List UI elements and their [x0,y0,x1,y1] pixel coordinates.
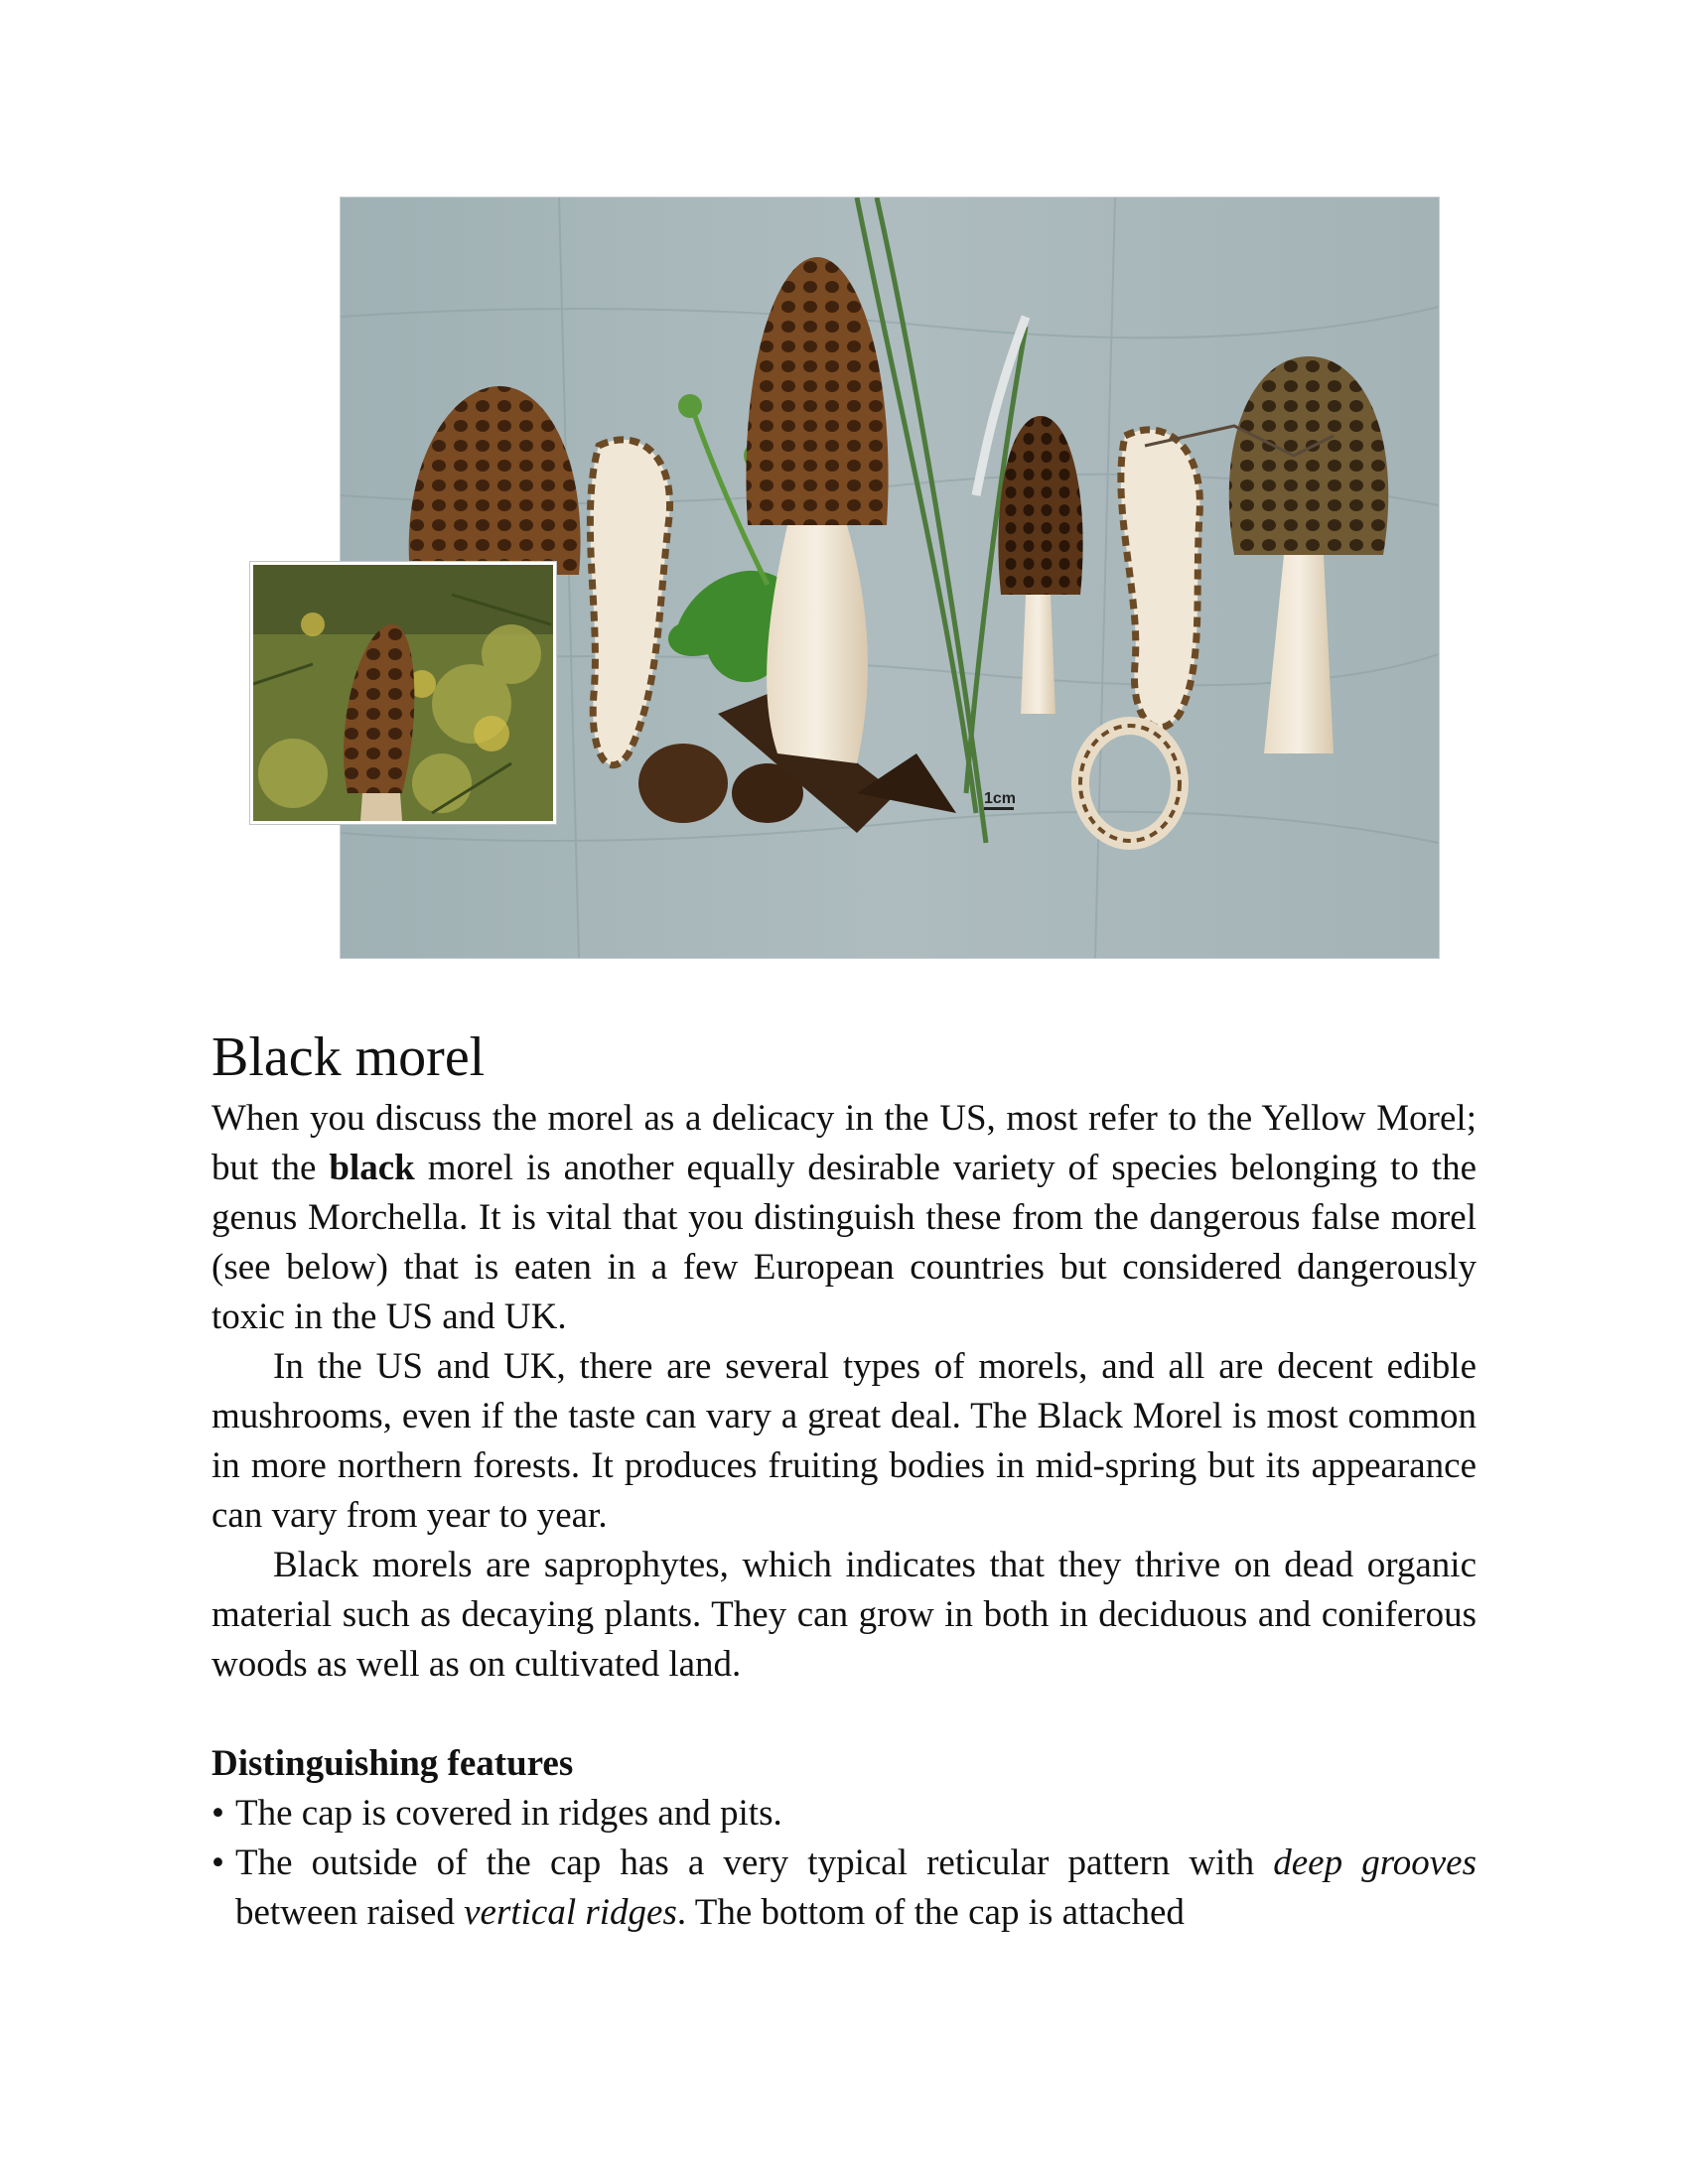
paragraph-1 [211,1094,1477,1342]
features-list [211,1789,1477,1938]
paragraph-1-bold-word: black [329,1148,415,1188]
morel-in-habitat-inset-photo [250,562,556,824]
morel-in-habitat-illustration [253,565,553,821]
feature-item-2-text-a: The outside of the cap has a very typical reticular pattern with [235,1843,1274,1883]
paragraph-1-text-a: When you discuss the morel as a delicacy in the US, most refer to the Yellow Morel; but the [211,1098,1477,1188]
scale-label: 1cm [984,790,1017,807]
feature-item-2-italic-b: vertical ridges [464,1892,677,1933]
feature-item-1-text: The cap is covered in ridges and pits. [235,1793,782,1834]
paragraph-3: Black morels are saprophytes, which indicates that they thrive on dead organic material such as decaying plants. They can grow in both in deciduous and coniferous woods as well as on cultivated land. [211,1545,1477,1685]
features-heading: Distinguishing features [211,1743,574,1784]
morel-figure [250,197,1442,959]
paragraph-1-text-b: morel is another equally desirable variety of species belonging to the genus Morchella. It is vital that you distinguish these from the dangerous false morel (see below) that is eaten in a few European countries but considered dangerously toxic in the US and UK. [211,1148,1477,1337]
scale-bar [984,807,1014,810]
section-title: Black morel [211,1026,486,1088]
feature-item-2-text-c: . The bottom of the cap is attached [676,1892,1185,1933]
paragraph-2: In the US and UK, there are several types of morels, and all are decent edible mushrooms, even if the taste can vary a great deal. The Black Morel is most common in more northern forests. It produces fruiting bodies in mid-spring but its appearance can vary from year to year. [211,1346,1477,1536]
feature-item-1 [211,1789,1477,1839]
bullet-icon: • [211,1843,224,1883]
feature-item-2-text-b: between raised [235,1892,465,1933]
article-content [211,1026,1477,1938]
feature-item-2-italic-a: deep grooves [1273,1843,1477,1883]
bullet-icon: • [211,1793,224,1834]
feature-item-2 [211,1839,1477,1938]
